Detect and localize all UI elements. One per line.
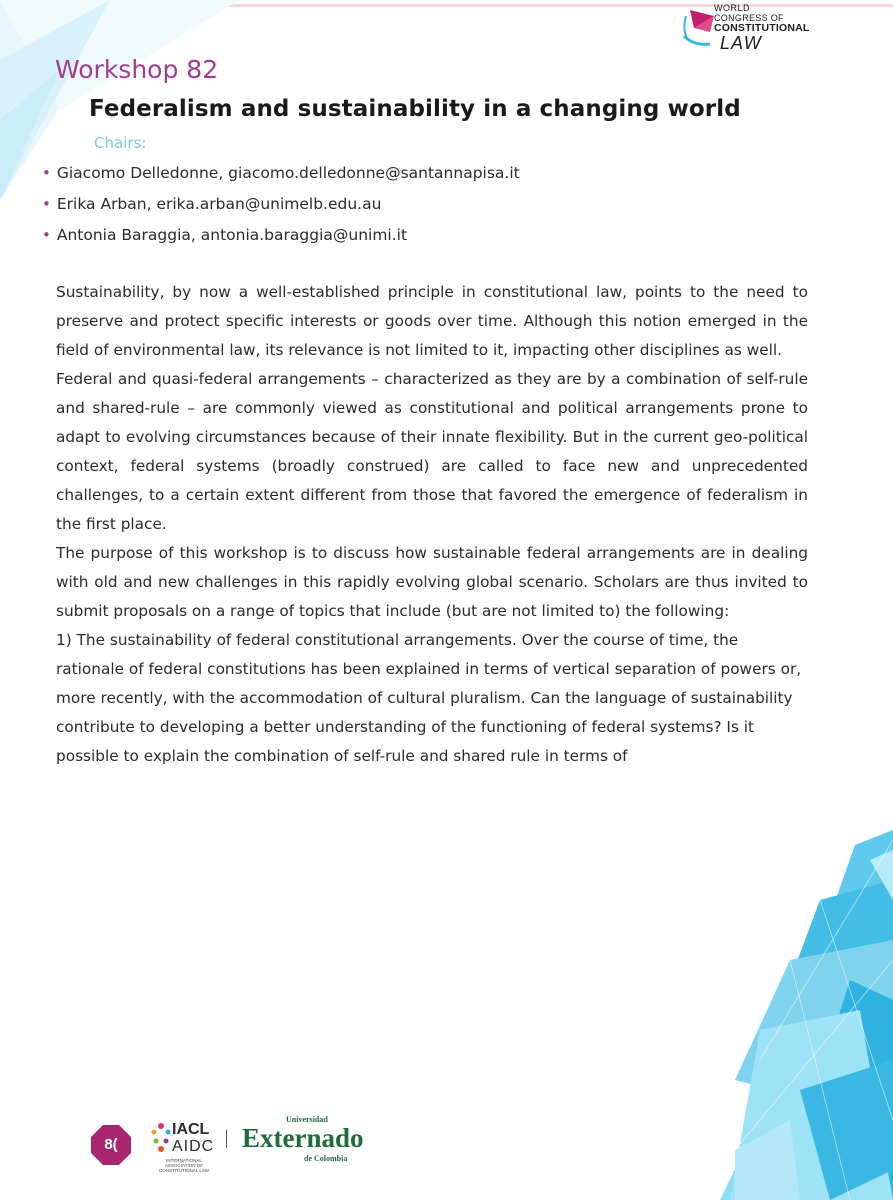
bullet-icon: • <box>42 164 51 182</box>
world-congress-logo <box>680 3 810 53</box>
iacl-caption: INTERNATIONAL ASSOCIATION OF CONSTITUTIONAL LAW <box>159 1158 209 1173</box>
footer-divider <box>226 1130 227 1148</box>
externado-top-text: Universidad <box>286 1115 328 1124</box>
iacl-emblem-icon <box>150 1122 172 1156</box>
workshop-title: Federalism and sustainability in a changing world <box>89 96 741 122</box>
logo-text-world: WORLD <box>714 3 750 13</box>
body-text <box>56 278 808 771</box>
externado-main-text: Externado <box>242 1123 364 1153</box>
chairs-list <box>42 160 520 253</box>
page-number: 8( <box>104 1136 118 1153</box>
paragraph: Federal and quasi-federal arrangements – characterized as they are by a combination of self-rule and shared-rule – are commonly viewed as constitutional and political arrangements prone to adapt to evolving circumstances because of their innate flexibility. But in the current geo-political context, federal systems (broadly construed) are called to face new and unprecedented challenges, to a certain extent different from those that favored the emergence of federalism in the first place. <box>56 370 808 533</box>
page-number-badge <box>91 1125 131 1165</box>
logo-text-congress: CONGRESS OF <box>714 13 784 23</box>
logo-text-constitutional: CONSTITUTIONAL <box>714 22 810 34</box>
paragraph: Sustainability, by now a well-established principle in constitutional law, points to the need to preserve and protect specific interests or goods over time. Although this notion emerged in the field of environmental law, its relevance is not limited to it, impacting other disciplines as well. <box>56 283 808 359</box>
bullet-icon: • <box>42 195 51 213</box>
iacl-text: IACL <box>172 1121 210 1138</box>
list-item <box>42 222 520 253</box>
iacl-logo <box>150 1121 215 1180</box>
bullet-icon: • <box>42 226 51 244</box>
workshop-number: Workshop 82 <box>55 55 219 84</box>
externado-bottom-text: de Colombia <box>304 1154 348 1163</box>
list-item <box>42 191 520 222</box>
externado-logo <box>242 1115 372 1175</box>
paragraph: The purpose of this workshop is to discuss how sustainable federal arrangements are in dealing with old and new challenges in this rapidly evolving global scenario. Scholars are thus invited to submit proposals on a range of topics that include (but are not limited to) the following: <box>56 544 808 620</box>
logo-text-law: LAW <box>720 33 762 53</box>
chairs-label: Chairs: <box>94 134 147 152</box>
chair-entry: Antonia Baraggia, antonia.baraggia@unimi.it <box>56 226 408 244</box>
chair-entry: Erika Arban, erika.arban@unimelb.edu.au <box>56 195 382 213</box>
list-item <box>42 160 520 191</box>
chair-entry: Giacomo Delledonne, giacomo.delledonne@santannapisa.it <box>56 164 520 182</box>
paragraph: 1) The sustainability of federal constitutional arrangements. Over the course of time, the rationale of federal constitutions has been explained in terms of vertical separation of powers or, more recently, with the accommodation of cultural pluralism. Can the language of sustainability contribute to developing a better understanding of the functioning of federal systems? Is it possible to explain the combination of self-rule and shared rule in terms of <box>56 631 802 765</box>
aidc-text: AIDC <box>172 1138 215 1155</box>
